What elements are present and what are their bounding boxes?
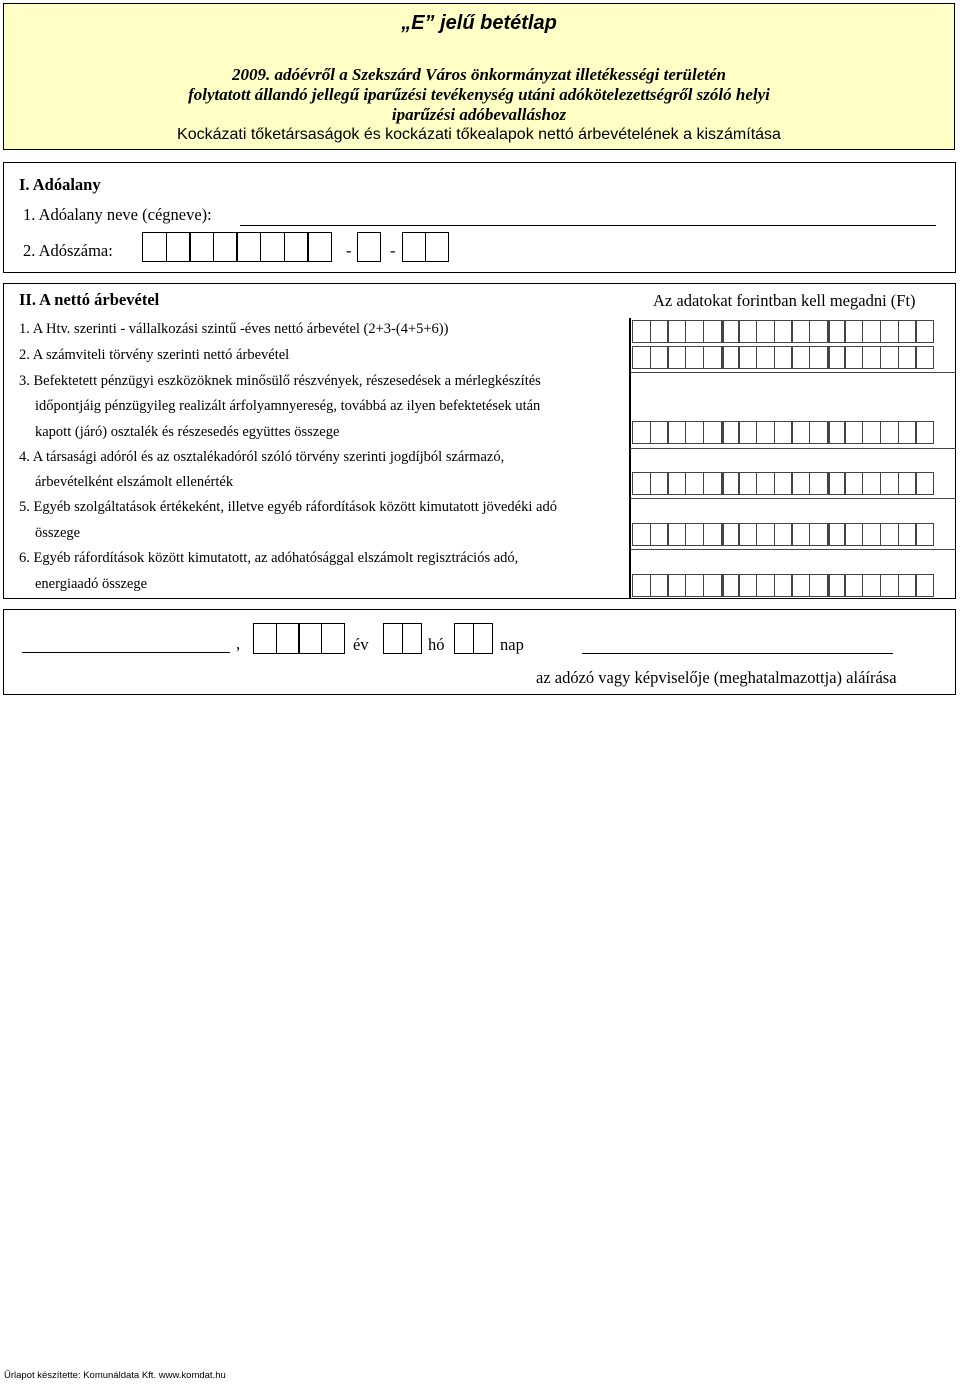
digit-box[interactable]	[632, 523, 651, 546]
digit-box[interactable]	[898, 574, 917, 597]
form-header	[3, 3, 955, 150]
digit-box[interactable]	[703, 574, 722, 597]
digit-box[interactable]	[809, 346, 828, 369]
digit-box[interactable]	[880, 320, 899, 343]
digit-box[interactable]	[774, 320, 793, 343]
digit-box[interactable]	[809, 421, 828, 444]
digit-box[interactable]	[721, 320, 740, 343]
digit-box[interactable]	[667, 523, 686, 546]
digit-box[interactable]	[827, 421, 846, 444]
amount-cell-frame	[630, 448, 956, 470]
digit-box[interactable]	[721, 346, 740, 369]
digit-box[interactable]	[685, 346, 704, 369]
digit-box[interactable]	[827, 523, 846, 546]
digit-box[interactable]	[650, 421, 669, 444]
year-label: év	[353, 635, 369, 654]
digit-box[interactable]	[425, 232, 449, 262]
taxpayer-name-field[interactable]	[240, 225, 936, 226]
digit-box[interactable]	[915, 421, 934, 444]
currency-note: Az adatokat forintban kell megadni (Ft)	[653, 291, 916, 310]
digit-box[interactable]	[738, 574, 757, 597]
place-field[interactable]	[22, 652, 230, 653]
digit-box[interactable]	[703, 346, 722, 369]
digit-box[interactable]	[276, 623, 300, 654]
digit-box[interactable]	[862, 574, 881, 597]
amount-cell-frame	[630, 372, 956, 418]
digit-box[interactable]	[791, 523, 810, 546]
header-line-1: 2009. adóévről a Szekszárd Város önkormányzat illetékességi területén	[232, 65, 726, 84]
digit-box[interactable]	[756, 320, 775, 343]
digit-box[interactable]	[632, 472, 651, 495]
row-3-label-line-2: időpontjáig pénzügyileg realizált árfolyamnyereség, továbbá az ilyen befektetések után	[35, 398, 541, 414]
digit-box[interactable]	[650, 320, 669, 343]
digit-box[interactable]	[667, 421, 686, 444]
digit-box[interactable]	[898, 421, 917, 444]
digit-box[interactable]	[898, 346, 917, 369]
day-boxes[interactable]	[454, 623, 493, 654]
row-5-label-line-2: összege	[35, 525, 81, 541]
digit-box[interactable]	[774, 574, 793, 597]
digit-box[interactable]	[915, 523, 934, 546]
digit-box[interactable]	[685, 574, 704, 597]
row-5-label-line-1: 5. Egyéb szolgáltatások értékeként, illetve egyéb ráfordítások között kimutatott jövedéki adó	[19, 499, 557, 515]
digit-box[interactable]	[827, 320, 846, 343]
digit-box[interactable]	[915, 472, 934, 495]
digit-box[interactable]	[685, 320, 704, 343]
digit-box[interactable]	[166, 232, 191, 262]
digit-box[interactable]	[142, 232, 167, 262]
digit-box[interactable]	[236, 232, 261, 262]
header-line-4: Kockázati tőketársaságok és kockázati tőkealapok nettó árbevételének a kiszámítása	[177, 126, 781, 143]
digit-box[interactable]	[307, 232, 332, 262]
row-3-label-line-3: kapott (járó) osztalék és részesedés együttes összege	[35, 424, 340, 440]
digit-box[interactable]	[862, 421, 881, 444]
digit-box[interactable]	[862, 320, 881, 343]
digit-box[interactable]	[827, 472, 846, 495]
digit-box[interactable]	[756, 523, 775, 546]
amount-row-2-boxes[interactable]	[632, 346, 933, 369]
digit-box[interactable]	[454, 623, 474, 654]
digit-box[interactable]	[685, 421, 704, 444]
digit-box[interactable]	[667, 574, 686, 597]
digit-box[interactable]	[721, 523, 740, 546]
amount-row-1-boxes[interactable]	[632, 320, 933, 343]
digit-box[interactable]	[650, 574, 669, 597]
digit-box[interactable]	[898, 472, 917, 495]
digit-box[interactable]	[738, 523, 757, 546]
digit-box[interactable]	[189, 232, 214, 262]
digit-box[interactable]	[383, 623, 403, 654]
digit-box[interactable]	[321, 623, 345, 654]
digit-box[interactable]	[703, 421, 722, 444]
digit-box[interactable]	[880, 346, 899, 369]
digit-box[interactable]	[791, 421, 810, 444]
digit-box[interactable]	[756, 346, 775, 369]
year-boxes[interactable]	[253, 623, 345, 654]
place-comma: ,	[236, 634, 241, 653]
digit-box[interactable]	[632, 346, 651, 369]
signature-caption: az adózó vagy képviselője (meghatalmazottja) aláírása	[536, 668, 897, 687]
digit-box[interactable]	[915, 320, 934, 343]
month-boxes[interactable]	[383, 623, 422, 654]
digit-box[interactable]	[402, 232, 426, 262]
digit-box[interactable]	[632, 320, 651, 343]
digit-box[interactable]	[260, 232, 285, 262]
digit-box[interactable]	[357, 232, 381, 262]
digit-box[interactable]	[253, 623, 277, 654]
tax-number-separator: -	[346, 241, 352, 260]
digit-box[interactable]	[685, 472, 704, 495]
digit-box[interactable]	[473, 623, 493, 654]
digit-box[interactable]	[667, 320, 686, 343]
amount-cell-frame	[630, 498, 956, 520]
digit-box[interactable]	[809, 574, 828, 597]
taxpayer-name-label: 1. Adóalany neve (cégneve):	[23, 205, 212, 224]
digit-box[interactable]	[738, 421, 757, 444]
digit-box[interactable]	[402, 623, 422, 654]
digit-box[interactable]	[809, 523, 828, 546]
digit-box[interactable]	[721, 472, 740, 495]
digit-box[interactable]	[667, 472, 686, 495]
digit-box[interactable]	[880, 523, 899, 546]
digit-box[interactable]	[862, 472, 881, 495]
digit-box[interactable]	[791, 472, 810, 495]
amount-row-5-boxes[interactable]	[632, 523, 933, 546]
digit-box[interactable]	[791, 320, 810, 343]
amount-cell-frame	[630, 549, 956, 571]
digit-box[interactable]	[756, 472, 775, 495]
digit-box[interactable]	[880, 421, 899, 444]
tax-number-vat-box[interactable]	[357, 232, 381, 262]
amount-row-6-boxes[interactable]	[632, 574, 933, 597]
digit-box[interactable]	[738, 320, 757, 343]
digit-box[interactable]	[650, 472, 669, 495]
digit-box[interactable]	[756, 574, 775, 597]
digit-box[interactable]	[685, 523, 704, 546]
digit-box[interactable]	[721, 421, 740, 444]
header-line-2: folytatott állandó jellegű iparűzési tevékenység utáni adókötelezettségről szóló helyi	[188, 85, 770, 104]
digit-box[interactable]	[844, 346, 863, 369]
section-1-heading: I. Adóalany	[19, 175, 101, 194]
digit-box[interactable]	[703, 320, 722, 343]
digit-box[interactable]	[791, 346, 810, 369]
row-6-label-line-1: 6. Egyéb ráfordítások között kimutatott, az adóhatósággal elszámolt regisztrációs adó,	[19, 550, 519, 566]
tax-number-main-boxes[interactable]	[142, 232, 332, 262]
row-6-label-line-2: energiaadó összege	[35, 576, 148, 592]
row-1-label: 1. A Htv. szerinti - vállalkozási szintű -éves nettó árbevétel (2+3-(4+5+6))	[19, 321, 449, 337]
digit-box[interactable]	[827, 346, 846, 369]
digit-box[interactable]	[862, 346, 881, 369]
row-3-label-line-1: 3. Befektetett pénzügyi eszközöknek minősülő részvények, részesedések a mérlegkészítés	[19, 373, 541, 389]
digit-box[interactable]	[844, 421, 863, 444]
digit-box[interactable]	[756, 421, 775, 444]
digit-box[interactable]	[774, 421, 793, 444]
digit-box[interactable]	[650, 346, 669, 369]
digit-box[interactable]	[844, 574, 863, 597]
digit-box[interactable]	[844, 523, 863, 546]
digit-box[interactable]	[721, 574, 740, 597]
digit-box[interactable]	[650, 523, 669, 546]
form-title: „E” jelű betétlap	[401, 12, 557, 34]
digit-box[interactable]	[809, 472, 828, 495]
section-2-heading: II. A nettó árbevétel	[19, 290, 160, 309]
digit-box[interactable]	[791, 574, 810, 597]
digit-box[interactable]	[738, 346, 757, 369]
day-label: nap	[500, 635, 524, 654]
digit-box[interactable]	[774, 472, 793, 495]
digit-box[interactable]	[827, 574, 846, 597]
digit-box[interactable]	[844, 472, 863, 495]
amount-row-3-boxes[interactable]	[632, 421, 933, 444]
row-2-label: 2. A számviteli törvény szerinti nettó árbevétel	[19, 347, 290, 363]
digit-box[interactable]	[632, 574, 651, 597]
form-credit: Űrlapot készítette: Komunáldata Kft. www.komdat.hu	[4, 1370, 226, 1381]
header-line-3: iparűzési adóbevalláshoz	[391, 105, 567, 124]
digit-box[interactable]	[898, 523, 917, 546]
row-4-label-line-2: árbevételként elszámolt ellenérték	[35, 474, 234, 490]
tax-number-label: 2. Adószáma:	[23, 241, 113, 260]
digit-box[interactable]	[774, 523, 793, 546]
digit-box[interactable]	[809, 320, 828, 343]
digit-box[interactable]	[774, 346, 793, 369]
digit-box[interactable]	[915, 574, 934, 597]
digit-box[interactable]	[703, 472, 722, 495]
digit-box[interactable]	[862, 523, 881, 546]
tax-number-separator: -	[390, 241, 396, 260]
digit-box[interactable]	[844, 320, 863, 343]
digit-box[interactable]	[284, 232, 309, 262]
digit-box[interactable]	[667, 346, 686, 369]
row-4-label-line-1: 4. A társasági adóról és az osztalékadóról szóló törvény szerinti jogdíjból származó,	[19, 449, 505, 465]
digit-box[interactable]	[915, 346, 934, 369]
amount-row-4-boxes[interactable]	[632, 472, 933, 495]
digit-box[interactable]	[298, 623, 322, 654]
signature-field[interactable]	[582, 653, 893, 654]
digit-box[interactable]	[880, 472, 899, 495]
digit-box[interactable]	[880, 574, 899, 597]
tax-number-region-boxes[interactable]	[402, 232, 449, 262]
month-label: hó	[428, 635, 445, 654]
digit-box[interactable]	[213, 232, 238, 262]
digit-box[interactable]	[632, 421, 651, 444]
digit-box[interactable]	[738, 472, 757, 495]
digit-box[interactable]	[703, 523, 722, 546]
digit-box[interactable]	[898, 320, 917, 343]
